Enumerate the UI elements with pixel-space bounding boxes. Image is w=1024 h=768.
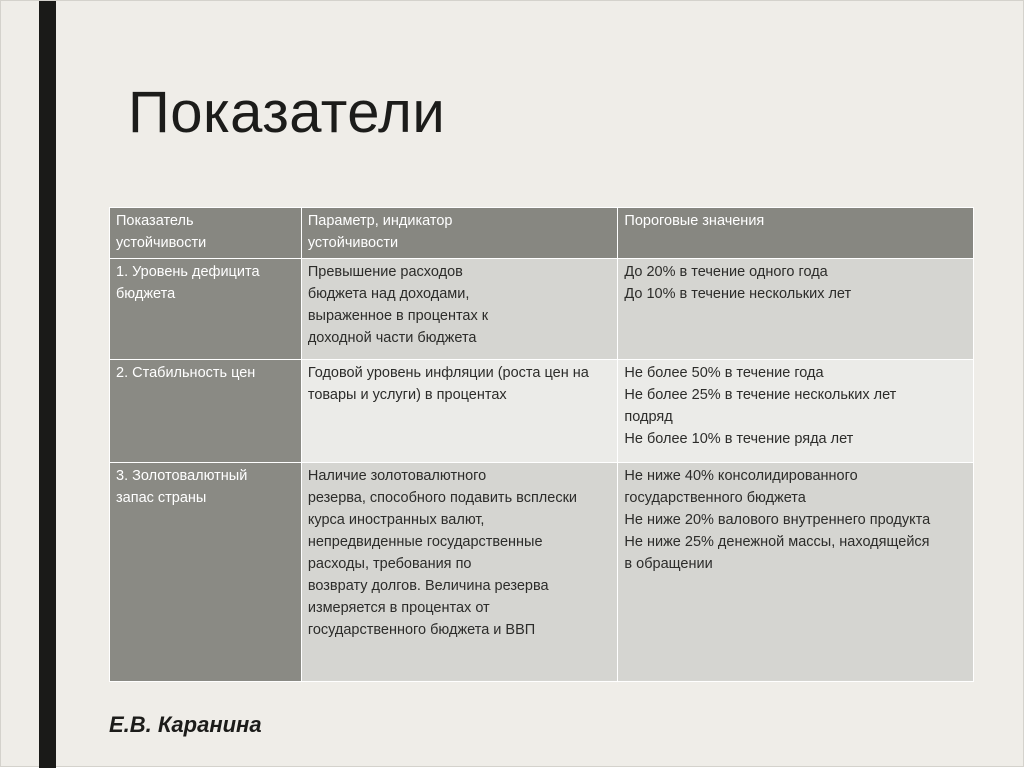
cell-line: подряд <box>624 409 673 425</box>
thresholds-cell <box>618 259 974 360</box>
cell-line: измеряется в процентах от <box>307 600 490 616</box>
header-line: устойчивости <box>307 235 399 251</box>
parameter-cell <box>301 463 618 682</box>
parameter-cell <box>301 360 618 463</box>
author-name: Е.В. Каранина <box>109 712 262 737</box>
cell-line: доходной части бюджета <box>307 330 477 346</box>
cell-line: Не более 25% в течение нескольких лет <box>624 387 897 403</box>
cell-line: непредвиденные государственные <box>307 534 543 550</box>
header-line: Пороговые значения <box>624 213 765 229</box>
header-parameter <box>301 208 618 259</box>
cell-line: запас страны <box>116 490 207 506</box>
cell-line: курса иностранных валют, <box>307 512 485 528</box>
indicator-cell <box>110 360 302 463</box>
table-header-row <box>110 208 974 259</box>
cell-line: резерва, способного подавить всплески <box>307 490 578 506</box>
cell-line: Не более 10% в течение ряда лет <box>624 431 854 447</box>
accent-bar <box>39 1 56 768</box>
cell-line: 2. Стабильность цен <box>116 365 256 381</box>
cell-line: До 10% в течение нескольких лет <box>624 286 852 302</box>
indicator-cell <box>110 463 302 682</box>
indicator-cell <box>110 259 302 360</box>
header-thresholds <box>618 208 974 259</box>
parameter-cell <box>301 259 618 360</box>
thresholds-cell <box>618 463 974 682</box>
table-row <box>110 463 974 682</box>
cell-line: 3. Золотовалютный <box>116 468 248 484</box>
cell-line: Не более 50% в течение года <box>624 365 824 381</box>
cell-line: расходы, требования по <box>307 556 472 572</box>
cell-line: Превышение расходов <box>307 264 463 280</box>
cell-line: Не ниже 20% валового внутреннего продукта <box>624 512 931 528</box>
cell-line: бюджета <box>116 286 176 302</box>
cell-line: Годовой уровень инфляции (роста цен на <box>307 365 589 381</box>
indicators-table <box>109 207 974 682</box>
cell-line: возврату долгов. Величина резерва <box>307 578 549 594</box>
cell-line: 1. Уровень дефицита <box>116 264 260 280</box>
cell-line: До 20% в течение одного года <box>624 264 828 280</box>
header-line: Показатель <box>116 213 194 229</box>
header-line: устойчивости <box>116 235 207 251</box>
table-row <box>110 360 974 463</box>
cell-line: Не ниже 25% денежной массы, находящейся <box>624 534 930 550</box>
header-line: Параметр, индикатор <box>307 213 453 229</box>
thresholds-cell <box>618 360 974 463</box>
cell-line: государственного бюджета и ВВП <box>307 622 536 638</box>
cell-line: Не ниже 40% консолидированного <box>624 468 858 484</box>
cell-line: выраженное в процентах к <box>307 308 489 324</box>
header-indicator <box>110 208 302 259</box>
table-row <box>110 259 974 360</box>
cell-line: в обращении <box>624 556 713 572</box>
cell-line: товары и услуги) в процентах <box>307 387 507 403</box>
slide-title: Показатели <box>128 80 446 145</box>
cell-line: государственного бюджета <box>624 490 806 506</box>
cell-line: бюджета над доходами, <box>307 286 470 302</box>
cell-line: Наличие золотовалютного <box>307 468 487 484</box>
